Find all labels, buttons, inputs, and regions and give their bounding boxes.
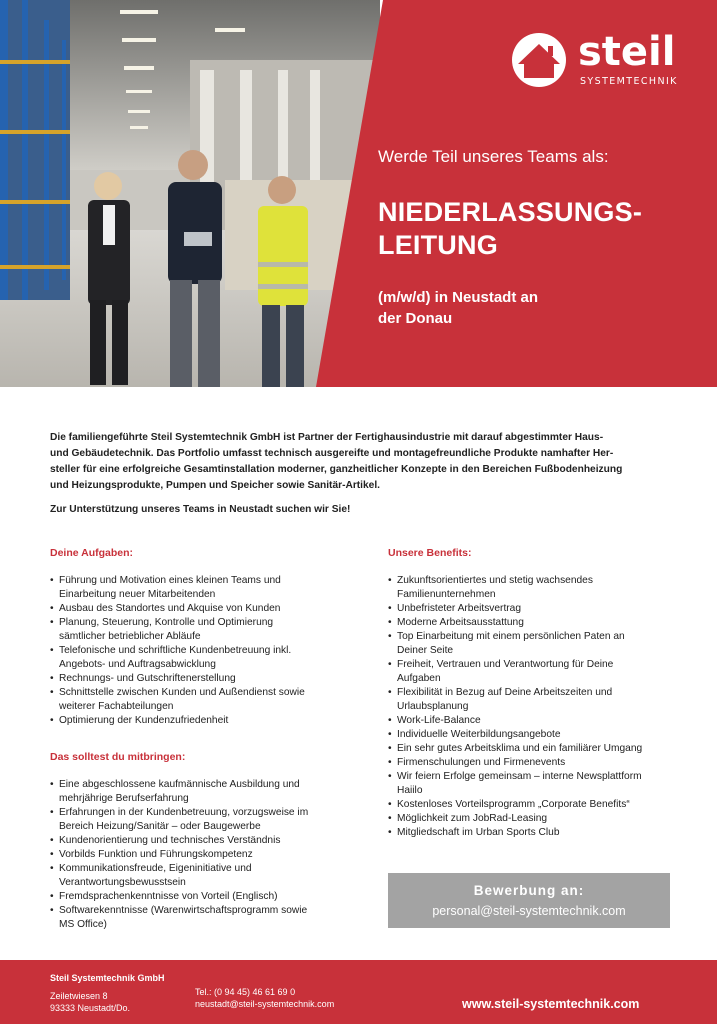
- list-item-line: • Individuelle Weiterbildungsangebote: [397, 729, 561, 740]
- list-item-line: sämtlicher betrieblicher Abläufe: [59, 631, 201, 642]
- list-item: [388, 770, 688, 798]
- job-location-line: (m/w/d) in Neustadt an: [378, 289, 539, 306]
- house-circle-icon: [510, 32, 568, 88]
- footer-website-link[interactable]: www.steil-systemtechnik.com: [462, 997, 640, 1011]
- footer-contact: [195, 986, 334, 1010]
- list-item: [50, 806, 350, 834]
- job-location: [378, 287, 638, 329]
- list-item-line: • Kommunikationsfreude, Eigeninitiative und: [59, 863, 252, 874]
- intro-line: steller für eine erfolgreiche Gesamtinstallation moderner, ganzheitlicher Konzepte in den Bereichen Fußbodenheizung: [50, 464, 623, 475]
- intro-line: und Gebäudetechnik. Das Portfolio umfasst technisch ausgereifte und montagefreundliche Produkte namhafter Her-: [50, 448, 614, 459]
- list-item-line: • Mitgliedschaft im Urban Sports Club: [397, 827, 560, 838]
- list-item: [50, 848, 350, 862]
- list-item: [50, 714, 350, 728]
- list-item-line: Angebots- und Auftragsabwicklung: [59, 659, 216, 670]
- list-item-line: • Flexibilität in Bezug auf Deine Arbeitszeiten und: [397, 687, 613, 698]
- footer-address: [50, 990, 130, 1014]
- list-item-line: Aufgaben: [397, 673, 441, 684]
- list-item-line: • Firmenschulungen und Firmenevents: [397, 757, 566, 768]
- right-column: [388, 546, 688, 840]
- list-item-line: mehrjährige Berufserfahrung: [59, 793, 189, 804]
- list-item: [50, 834, 350, 848]
- footer-street: Zeiletwiesen 8: [50, 991, 108, 1001]
- footer: [0, 960, 717, 1024]
- list-item-line: MS Office): [59, 919, 107, 930]
- list-item: [50, 644, 350, 672]
- list-item-line: • Möglichkeit zum JobRad-Leasing: [397, 813, 548, 824]
- list-item-line: • Top Einarbeitung mit einem persönlichen Paten an: [397, 631, 625, 642]
- tasks-list: [50, 574, 350, 728]
- list-item: [388, 728, 688, 742]
- list-item-line: • Work-Life-Balance: [397, 715, 481, 726]
- list-item: [388, 756, 688, 770]
- list-item-line: Bereich Heizung/Sanitär – oder Baugewerbe: [59, 821, 261, 832]
- list-item: [50, 862, 350, 890]
- list-item: [388, 602, 688, 616]
- steil-logo: [510, 30, 680, 90]
- list-item-line: Familienunternehmen: [397, 589, 496, 600]
- list-item-line: • Eine abgeschlossene kaufmännische Ausbildung und: [59, 779, 300, 790]
- list-item-line: • Ein sehr gutes Arbeitsklima und ein familiärer Umgang: [397, 743, 643, 754]
- tasks-heading: Deine Aufgaben:: [50, 547, 134, 559]
- list-item: [50, 778, 350, 806]
- requirements-heading: Das solltest du mitbringen:: [50, 751, 186, 763]
- logo-subtitle: SYSTEMTECHNIK: [580, 76, 678, 87]
- application-heading: Bewerbung an:: [473, 883, 585, 898]
- list-item-line: • Rechnungs- und Gutschriftenerstellung: [59, 673, 236, 684]
- list-item: [50, 686, 350, 714]
- list-item-line: • Ausbau des Standortes und Akquise von Kunden: [59, 603, 281, 614]
- list-item: [50, 890, 350, 904]
- footer-phone: Tel.: (0 94 45) 46 61 69 0: [195, 987, 296, 997]
- list-item-line: Deiner Seite: [397, 645, 454, 656]
- list-item: [50, 904, 350, 932]
- list-item-line: • Fremdsprachenkenntnisse von Vorteil (Englisch): [59, 891, 278, 902]
- list-item-line: • Telefonische und schriftliche Kundenbetreuung inkl.: [59, 645, 292, 656]
- list-item-line: • Führung und Motivation eines kleinen Teams und: [59, 575, 281, 586]
- job-title: [378, 196, 698, 262]
- list-item-line: • Vorbilds Funktion und Führungskompetenz: [59, 849, 253, 860]
- list-item: [388, 798, 688, 812]
- hero-intro: Werde Teil unseres Teams als:: [378, 147, 609, 166]
- list-item-line: • Planung, Steuerung, Kontrolle und Optimierung: [59, 617, 274, 628]
- application-box: [388, 873, 670, 928]
- list-item-line: Haiilo: [397, 785, 423, 796]
- footer-company: Steil Systemtechnik GmbH: [50, 973, 165, 983]
- left-column: [50, 546, 350, 932]
- list-item-line: • Wir feiern Erfolge gemeinsam – interne Newsplattform: [397, 771, 642, 782]
- list-item-line: Verantwortungsbewusstsein: [59, 877, 186, 888]
- list-item: [388, 686, 688, 714]
- footer-email-link[interactable]: neustadt@steil-systemtechnik.com: [195, 999, 335, 1009]
- list-item: [388, 812, 688, 826]
- list-item-line: • Erfahrungen in der Kundenbetreuung, vorzugsweise im: [59, 807, 309, 818]
- list-item-line: Einarbeitung neuer Mitarbeitenden: [59, 589, 216, 600]
- list-item: [388, 616, 688, 630]
- job-location-line: der Donau: [378, 310, 453, 327]
- list-item-line: • Optimierung der Kundenzufriedenheit: [59, 715, 229, 726]
- footer-city: 93333 Neustadt/Do.: [50, 1003, 131, 1013]
- list-item: [388, 574, 688, 602]
- list-item: [388, 714, 688, 728]
- list-item: [50, 574, 350, 602]
- list-item: [50, 616, 350, 644]
- list-item: [388, 742, 688, 756]
- requirements-list: [50, 778, 350, 932]
- application-email-link[interactable]: personal@steil-systemtechnik.com: [432, 904, 626, 918]
- hero-banner: [0, 0, 717, 387]
- logo-wordmark: steil: [578, 29, 676, 75]
- list-item: [388, 630, 688, 658]
- list-item-line: • Kostenloses Vorteilsprogramm „Corporate Benefits“: [397, 799, 630, 810]
- list-item: [50, 672, 350, 686]
- support-statement: Zur Unterstützung unseres Teams in Neustadt suchen wir Sie!: [50, 504, 351, 515]
- list-item-line: • Kundenorientierung und technisches Verständnis: [59, 835, 281, 846]
- job-title-line: LEITUNG: [378, 230, 498, 260]
- intro-line: Die familiengeführte Steil Systemtechnik GmbH ist Partner der Fertighausindustrie mit darauf abgestimmter Haus-: [50, 432, 604, 443]
- list-item-line: Urlaubsplanung: [397, 701, 469, 712]
- benefits-list: [388, 574, 688, 840]
- intro-line: und Heizungsprodukte, Pumpen und Speicher sowie Sanitär-Artikel.: [50, 480, 381, 491]
- list-item-line: • Freiheit, Vertrauen und Verantwortung für Deine: [397, 659, 614, 670]
- list-item-line: • Schnittstelle zwischen Kunden und Außendienst sowie: [59, 687, 305, 698]
- job-title-line: NIEDERLASSUNGS-: [378, 197, 643, 227]
- list-item: [388, 658, 688, 686]
- list-item-line: • Zukunftsorientiertes und stetig wachsendes: [397, 575, 593, 586]
- list-item-line: • Moderne Arbeitsausstattung: [397, 617, 524, 628]
- company-intro: [50, 430, 672, 494]
- benefits-heading: Unsere Benefits:: [388, 547, 472, 559]
- list-item: [50, 602, 350, 616]
- list-item-line: weiterer Fachabteilungen: [59, 701, 174, 712]
- list-item-line: • Softwarekenntnisse (Warenwirtschaftsprogramm sowie: [59, 905, 308, 916]
- list-item: [388, 826, 688, 840]
- list-item-line: • Unbefristeter Arbeitsvertrag: [397, 603, 522, 614]
